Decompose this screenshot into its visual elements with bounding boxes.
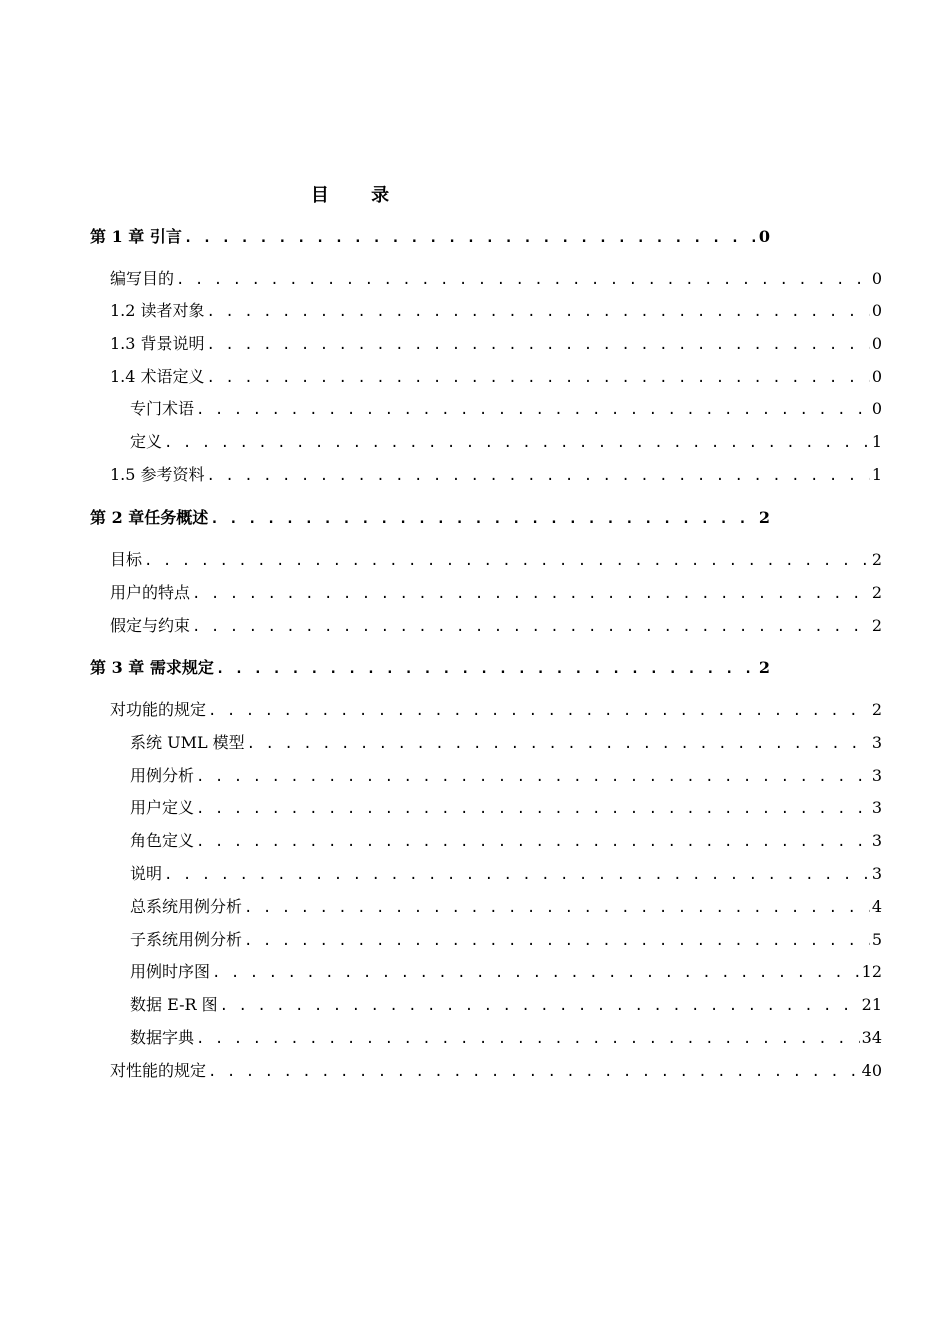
toc-entry-label: 第 2 章任务概述 [90,508,209,527]
toc-entry[interactable] [130,862,882,886]
dot-leader [207,464,870,488]
toc-entry-chapter-1[interactable] [90,225,770,249]
toc-entry-label: 系统 UML 模型 [130,733,245,752]
dot-leader [247,732,870,756]
dot-leader [144,549,870,573]
toc-entry-page: 2 [871,550,882,569]
toc-entry[interactable] [110,299,882,323]
toc-entry[interactable] [110,463,882,487]
dot-leader [176,268,870,292]
toc-entry-page: 2 [871,616,882,635]
toc-entry[interactable] [110,614,882,638]
toc-entry-page: 2 [758,508,770,527]
dot-leader [164,863,870,887]
dot-leader [196,830,870,854]
dot-leader [208,699,870,723]
toc-entry-label: 假定与约束 [110,616,191,635]
toc-entry[interactable] [130,1026,882,1050]
toc-entry-label: 1.5 参考资料 [110,465,205,484]
toc-entry[interactable] [110,332,882,356]
dot-leader [196,765,870,789]
dot-leader [196,398,870,422]
toc-entry-page: 2 [758,658,770,677]
dot-leader [196,1027,860,1051]
toc-entry-page: 3 [871,831,882,850]
toc-entry-page: 3 [871,864,882,883]
toc-entry-page: 3 [871,733,882,752]
toc-entry[interactable] [130,960,882,984]
dot-leader [164,431,870,455]
toc-entry[interactable] [110,698,882,722]
toc-entry[interactable] [130,895,882,919]
toc-entry[interactable] [130,764,882,788]
dot-leader [207,300,870,324]
toc-entry-label: 1.4 术语定义 [110,367,205,386]
dot-leader [244,896,870,920]
toc-entry-label: 1.2 读者对象 [110,301,205,320]
toc-entry-label: 角色定义 [130,831,195,850]
toc-entry-label: 数据 E-R 图 [130,995,218,1014]
toc-entry-label: 数据字典 [130,1028,195,1047]
toc-entry[interactable] [110,365,882,389]
toc-entry[interactable] [110,1059,882,1083]
dot-leader [212,961,860,985]
toc-entry-label: 用例分析 [130,766,195,785]
toc-entry-label: 第 1 章 引言 [90,227,182,246]
toc-entry-page: 1 [871,465,882,484]
toc-entry[interactable] [130,397,882,421]
toc-entry-page: 4 [871,897,882,916]
toc-entry-page: 3 [871,766,882,785]
toc-entry-label: 用例时序图 [130,962,211,981]
toc-entry[interactable] [130,731,882,755]
toc-entry[interactable] [130,829,882,853]
toc-entry[interactable] [130,796,882,820]
toc-entry-page: 1 [871,432,882,451]
toc-entry-page: 0 [871,334,882,353]
toc-entry-label: 第 3 章 需求规定 [90,658,214,677]
dot-leader [208,1060,860,1084]
toc-entry-chapter-3[interactable] [90,656,770,680]
toc-entry-label: 子系统用例分析 [130,930,243,949]
toc-entry-label: 对性能的规定 [110,1061,207,1080]
toc-entry-page: 0 [871,301,882,320]
toc-entry-page: 2 [871,583,882,602]
dot-leader [210,507,757,531]
toc-entry-page: 0 [871,269,882,288]
toc-entry-label: 说明 [130,864,163,883]
toc-entry-label: 专门术语 [130,399,195,418]
toc-entry[interactable] [110,267,882,291]
dot-leader [192,582,870,606]
toc-entry-page: 40 [861,1061,882,1080]
dot-leader [184,226,757,250]
toc-entry-page: 5 [871,930,882,949]
toc-entry-label: 编写目的 [110,269,175,288]
toc-entry[interactable] [130,928,882,952]
toc-title: 目 录 [310,185,408,206]
dot-leader [196,797,870,821]
toc-entry-chapter-2[interactable] [90,506,770,530]
toc-entry-label: 总系统用例分析 [130,897,243,916]
toc-entry-label: 用户定义 [130,798,195,817]
toc-entry-page: 34 [861,1028,882,1047]
dot-leader [192,615,870,639]
toc-entry-page: 0 [871,399,882,418]
toc-entry[interactable] [110,548,882,572]
toc-entry-label: 1.3 背景说明 [110,334,205,353]
dot-leader [220,994,860,1018]
toc-entry[interactable] [130,430,882,454]
toc-entry-page: 12 [861,962,882,981]
toc-entry-label: 用户的特点 [110,583,191,602]
toc-entry-page: 0 [871,367,882,386]
toc-entry-page: 0 [758,227,770,246]
toc-entry[interactable] [110,581,882,605]
dot-leader [207,333,870,357]
toc-entry-label: 对功能的规定 [110,700,207,719]
dot-leader [216,657,757,681]
dot-leader [244,929,870,953]
toc-entry-page: 21 [861,995,882,1014]
toc-entry-page: 2 [871,700,882,719]
toc-entry-label: 目标 [110,550,143,569]
toc-entry[interactable] [130,993,882,1017]
dot-leader [207,366,870,390]
toc-entry-page: 3 [871,798,882,817]
toc-entry-label: 定义 [130,432,163,451]
